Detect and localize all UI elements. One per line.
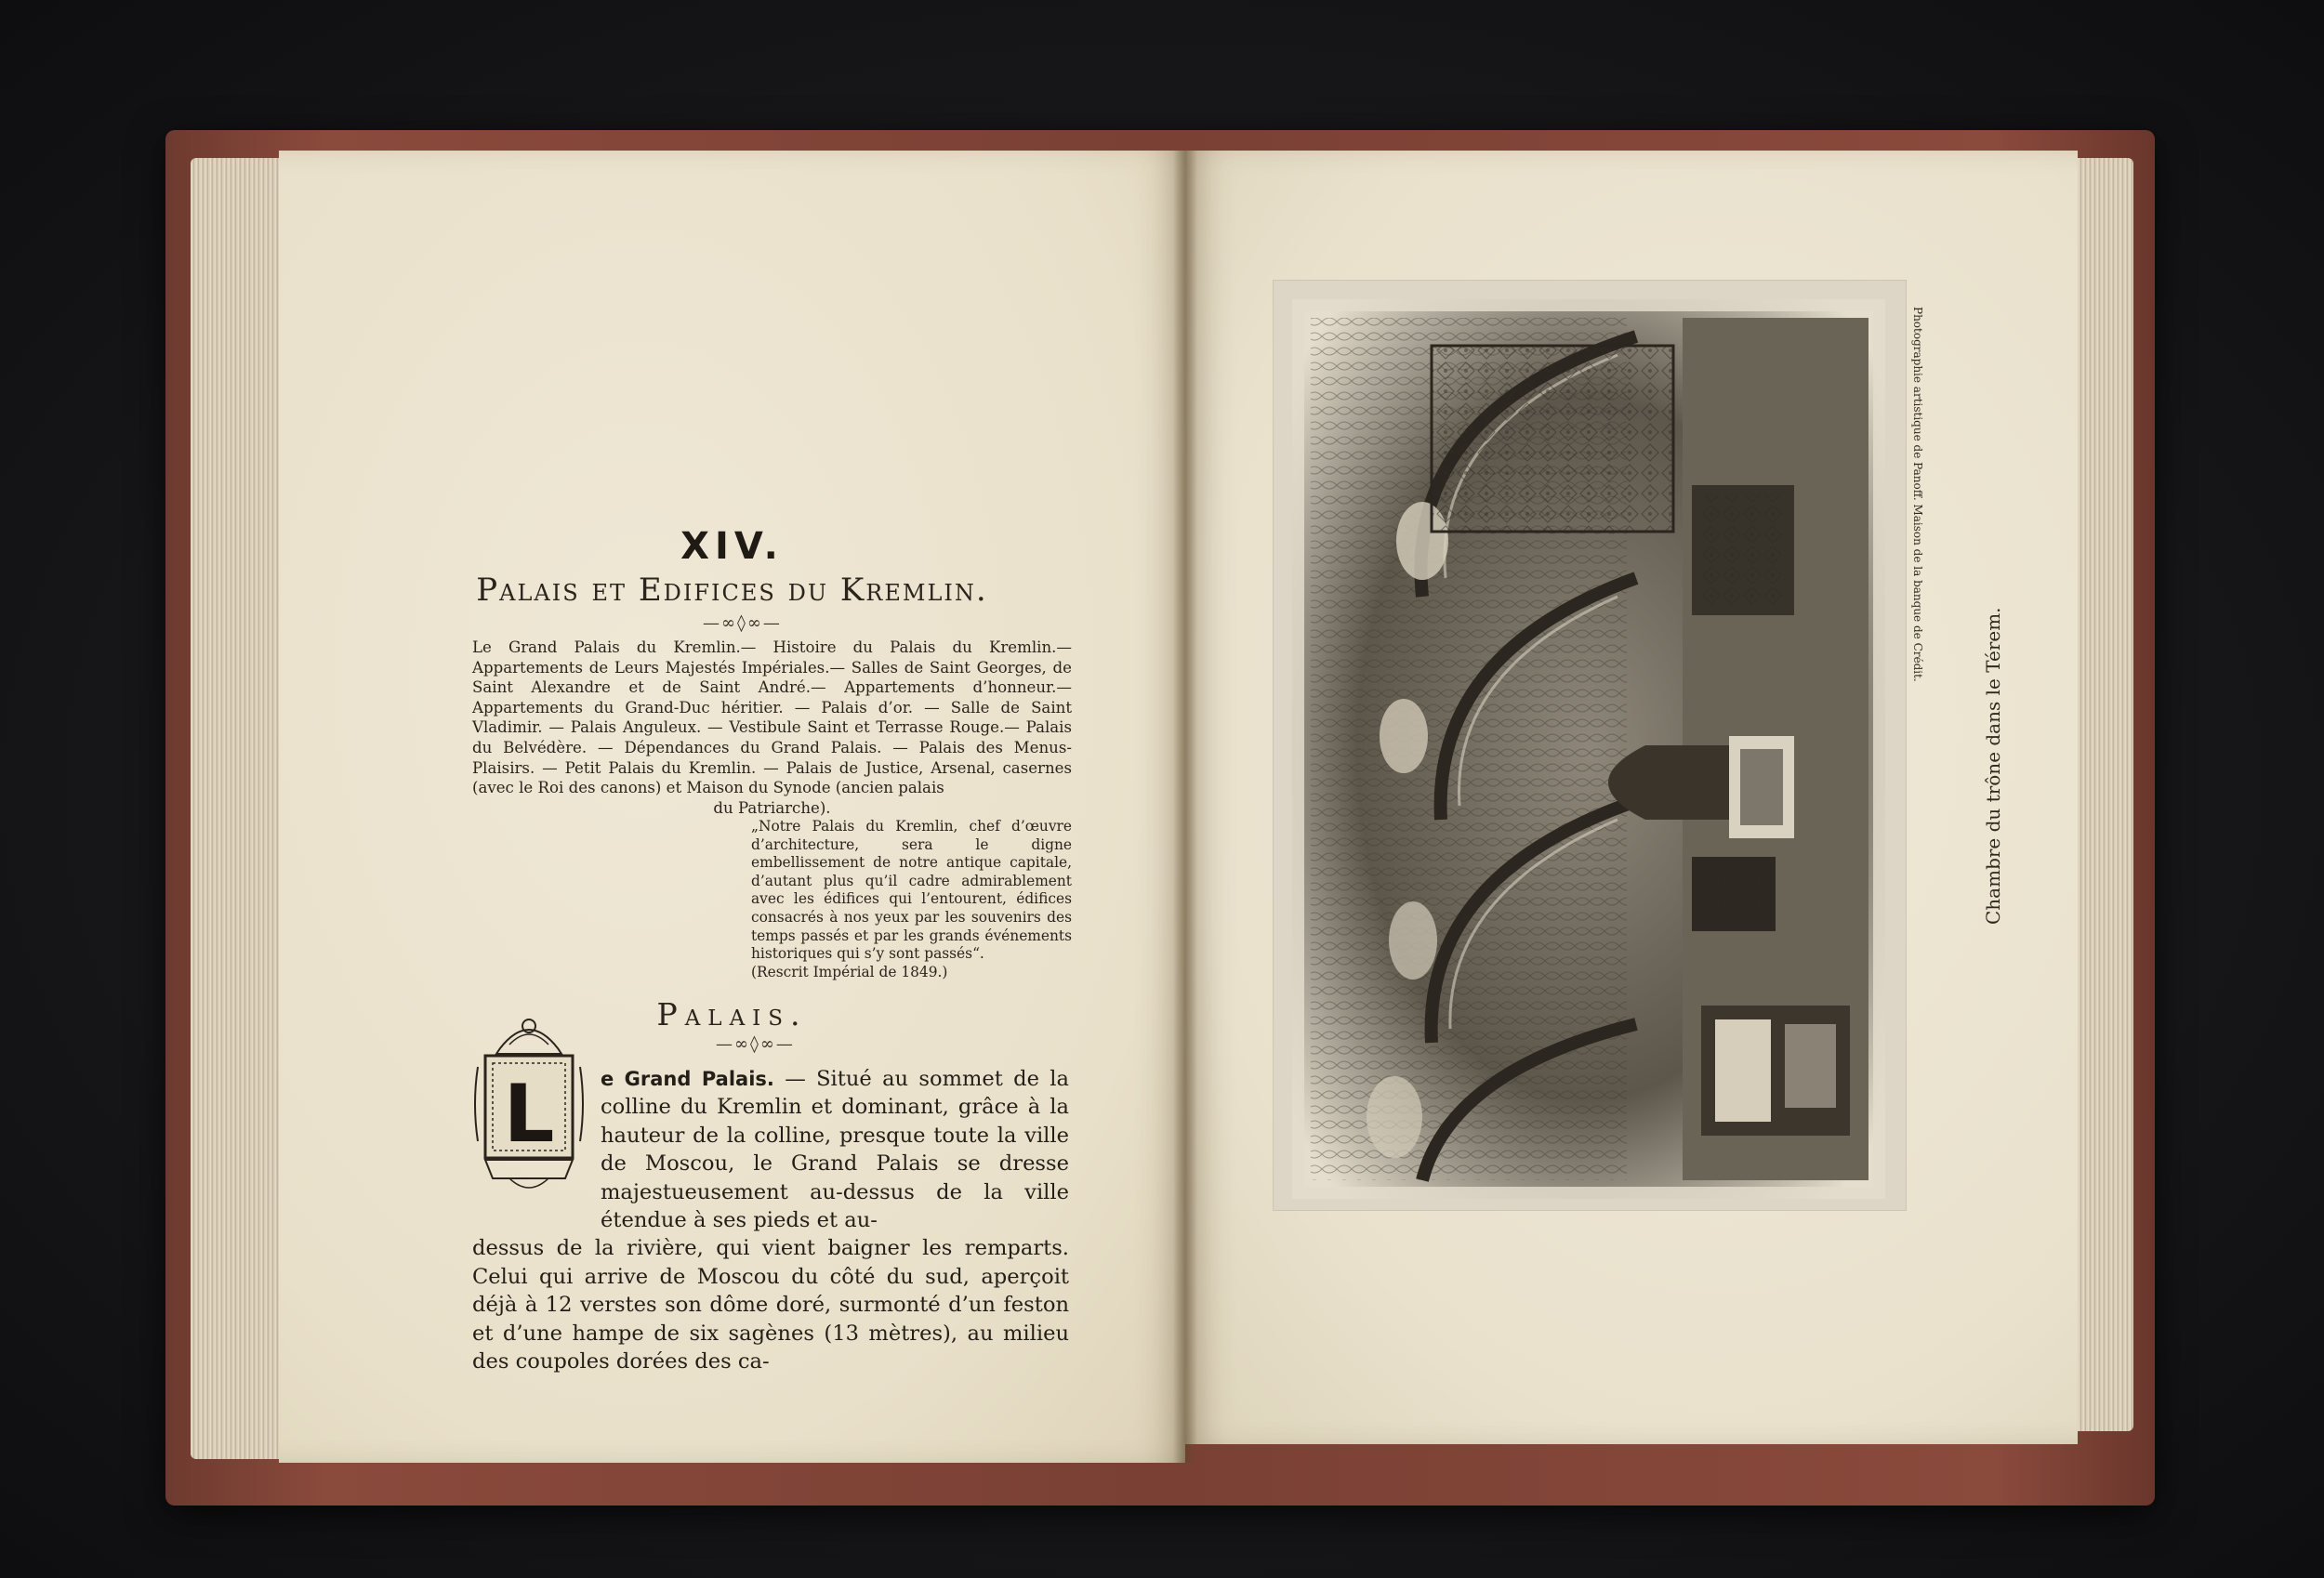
right-page-stack [2068, 158, 2133, 1431]
drop-cap-letter: L [503, 1068, 555, 1161]
epigraph-quote [751, 818, 1072, 981]
body-paragraph [472, 1065, 1069, 1375]
throne-room-photo-icon [1292, 299, 1885, 1199]
body-text: dessus de la rivière, qui vient baigner les remparts. Celui qui arrive de Moscou du côté du sud, aperçoit déjà à 12 verstes son dôme doré, surmonté d’un feston et d’une hampe de six sagènes (13 mètres), au milieu des coupoles dorées des ca- [472, 1236, 1069, 1374]
book-gutter [1173, 151, 1197, 1463]
quote-source: (Rescrit Impérial de 1849.) [751, 963, 948, 980]
body-lead: e Grand Palais. [601, 1068, 774, 1090]
chapter-number: XIV. [680, 525, 784, 568]
section-title: Palais. [656, 996, 808, 1032]
section-ornament: —∞◊∞— [716, 1034, 795, 1054]
body-indented-text: — Situé au sommet de la colline du Kremlin et dominant, grâce à la hauteur de la colline, presque toute la ville de Moscou, le Grand Palais se dresse majestueusement au-dessus de la ville étendue à ses pieds et au- [601, 1067, 1070, 1233]
body-indented-lines [472, 1065, 1069, 1234]
left-page-stack [191, 158, 293, 1459]
chapter-summary [472, 638, 1072, 818]
plate-caption: Chambre du trône dans le Térem. [1982, 607, 2004, 925]
chapter-title: Palais et Edifices du Kremlin. [476, 572, 988, 609]
photo-credit: Photographie artistique de Panoff. Maison de la banque de Crédit. [1911, 307, 1924, 682]
summary-last-line: du Patriarche). [713, 798, 831, 817]
quote-text: „Notre Palais du Kremlin, chef d’œuvre d’architecture, sera le digne embellissement de notre antique capitale, d’autant plus qu’il cadre admirablement avec les édifices qui l’entourent, édifices consacrés à nos yeux par les souvenirs des temps passés et par les grands événements historiques qui s’y sont passés“. [751, 818, 1072, 963]
throne-room-photograph [1292, 299, 1885, 1199]
chapter-ornament: —∞◊∞— [703, 613, 782, 633]
summary-text: Le Grand Palais du Kremlin.— Histoire du Palais du Kremlin.— Appartements de Leurs Majestés Impériales.— Salles de Saint Georges, de Saint Alexandre et de Saint André.— Appartements d’honneur.— Appartements du Grand-Duc héritier. — Palais d’or. — Salle de Saint Vladimir. — Palais Anguleux. — Vestibule Saint et Terrasse Rouge.— Palais du Belvédère. — Dépendances du Grand Palais. — Palais des Menus-Plaisirs. — Petit Palais du Kremlin. — Palais de Justice, Arsenal, casernes (avec le Roi des canons) et Maison du Synode (ancien palais [472, 638, 1072, 797]
